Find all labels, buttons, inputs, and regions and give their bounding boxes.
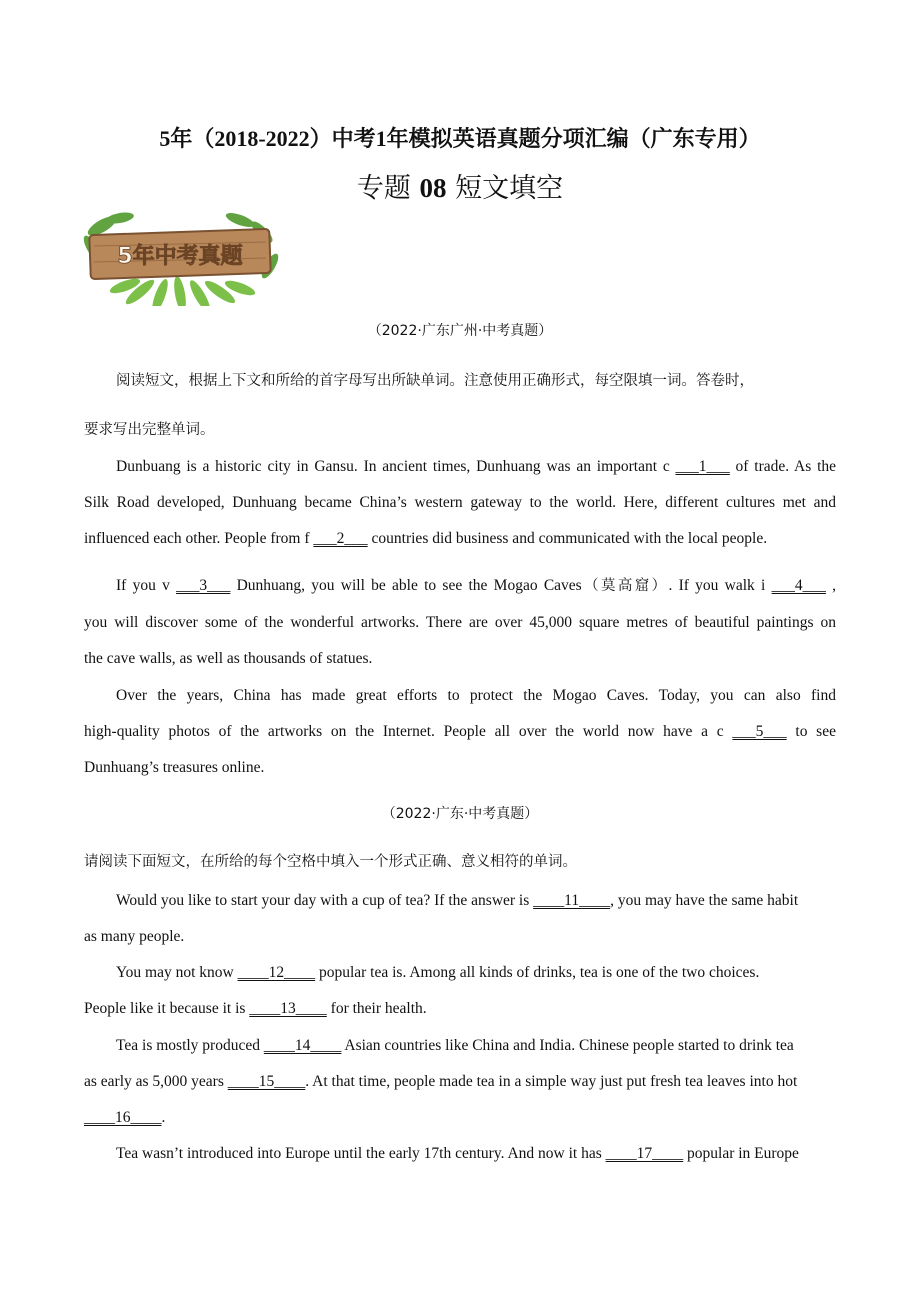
blank-17: ____17____ bbox=[605, 1145, 684, 1162]
s2-p3-line2: as early as 5,000 years ____15____. At that time, people made tea in a simple way just put fresh tea leaves into hot bbox=[84, 1073, 798, 1090]
s2-p2-line1: You may not know ____12____ popular tea is. Among all kinds of drinks, tea is one of the two choices. bbox=[116, 964, 760, 981]
s2-p3-line1: Tea is mostly produced ____14____ Asian countries like China and India. Chinese people started to drink tea bbox=[116, 1037, 794, 1054]
s1-p1-line1: Dunbuang is a historic city in Gansu. In ancient times, Dunhuang was an important c ___1___ of trade. As the bbox=[116, 458, 837, 475]
blank-3: ___3___ bbox=[176, 577, 231, 594]
leaf-sign-icon bbox=[80, 208, 280, 306]
s1-p2-line2: you will discover some of the wonderful artworks. There are over 45,000 square metres of beautiful paintings on bbox=[84, 614, 836, 631]
blank-13: ____13____ bbox=[249, 1000, 327, 1017]
subtitle-prefix: 专题 bbox=[356, 173, 411, 204]
section1-instruction-line1: 阅读短文，根据上下文和所给的首字母写出所缺单词。注意使用正确形式，每空限填一词。答卷时， bbox=[116, 373, 754, 389]
section1-instruction-line2: 要求写出完整单词。 bbox=[84, 422, 215, 438]
blank-12: ____12____ bbox=[237, 964, 316, 981]
main-title: 5年（2018-2022）中考1年模拟英语真题分项汇编（广东专用） bbox=[159, 126, 761, 151]
s1-p3-line2: high-quality photos of the artworks on the Internet. People all over the world now have a c ___5___ to see bbox=[84, 723, 836, 740]
section2-source: （2022·广东·中考真题） bbox=[381, 806, 539, 822]
subtitle bbox=[0, 166, 920, 205]
blank-5: ___5___ bbox=[732, 723, 787, 740]
s1-p2-line1: If you v ___3___ Dunhuang, you will be able to see the Mogao Caves（莫高窟）. If you walk i ___4___ , bbox=[116, 577, 837, 594]
s1-p1-line3: influenced each other. People from f ___2___ countries did business and communicated with the local people. bbox=[84, 530, 768, 547]
s2-p1-line2: as many people. bbox=[84, 928, 185, 945]
s1-p2-line3: the cave walls, as well as thousands of statues. bbox=[84, 650, 373, 667]
blank-11: ____11____ bbox=[533, 892, 611, 909]
s2-p3-line3: ____16____. bbox=[84, 1109, 166, 1126]
blank-4: ___4___ bbox=[771, 577, 826, 594]
badge-text: 5年中考真题 bbox=[117, 244, 243, 269]
s2-p2-line2: People like it because it is ____13____ for their health. bbox=[84, 1000, 427, 1017]
s1-p3-line3: Dunhuang’s treasures online. bbox=[84, 759, 265, 776]
blank-2: ___2___ bbox=[313, 530, 368, 547]
blank-16: ____16____ bbox=[84, 1109, 162, 1126]
blank-14: ____14____ bbox=[263, 1037, 342, 1054]
section1-source: （2022·广东广州·中考真题） bbox=[367, 323, 553, 339]
subtitle-topic: 短文填空 bbox=[455, 173, 564, 204]
s1-p1-line2: Silk Road developed, Dunhuang became China’s western gateway to the world. Here, different cultures met and bbox=[84, 494, 836, 511]
s2-p4-line1: Tea wasn’t introduced into Europe until the early 17th century. And now it has ____17____ popular in Europe bbox=[116, 1145, 799, 1162]
blank-15: ____15____ bbox=[227, 1073, 306, 1090]
wooden-sign-badge bbox=[80, 208, 280, 306]
s2-p1-line1: Would you like to start your day with a cup of tea? If the answer is ____11____, you may have the same habit bbox=[116, 892, 799, 909]
subtitle-number: 08 bbox=[419, 173, 447, 203]
blank-1: ___1___ bbox=[675, 458, 730, 475]
s1-p3-line1: Over the years, China has made great efforts to protect the Mogao Caves. Today, you can also find bbox=[116, 687, 836, 704]
section2-instruction: 请阅读下面短文，在所给的每个空格中填入一个形式正确、意义相符的单词。 bbox=[84, 854, 577, 870]
